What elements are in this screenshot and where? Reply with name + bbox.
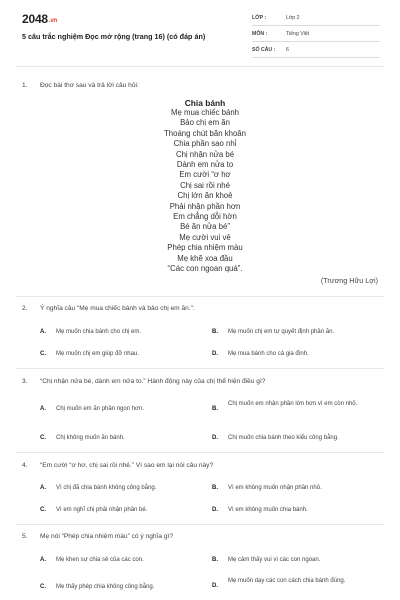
question-divider (16, 524, 384, 525)
question-number: 3. (22, 378, 28, 385)
question-text: Ý nghĩa câu “Mẹ mua chiếc bánh và bảo chị em ăn.”: (40, 305, 195, 312)
poem-line: Mẹ cười vui vẻ (179, 232, 231, 242)
question-number: 2. (22, 305, 28, 312)
option-letter: D. (212, 583, 218, 589)
question-divider (16, 296, 384, 297)
poem-line: Bé ăn nửa bé” (180, 222, 230, 232)
option-text: Mẹ mua bánh cho cả gia đình. (228, 351, 309, 357)
poem-line: Bảo chị em ăn (180, 118, 230, 128)
poem-author: (Trương Hữu Lợi) (320, 276, 378, 285)
poem-line: Phép chia nhiệm màu (167, 243, 243, 253)
option-text: Mẹ muốn chia bánh cho chị em. (56, 329, 142, 335)
poem-line: Chị sai rồi nhé (180, 180, 230, 190)
option-text: Vì em nghĩ chị phải nhận phần bé. (56, 507, 148, 513)
option-text: Chị muốn em ăn phần ngon hơn. (56, 406, 144, 412)
option-text: Chị không muốn ăn bánh. (56, 435, 125, 441)
poem (100, 98, 310, 275)
meta-value: 6 (286, 47, 289, 53)
question-number: 4. (22, 462, 28, 469)
poem-line: Mẹ khẽ xoa đầu (177, 253, 233, 263)
option-letter: B. (212, 329, 218, 335)
option-letter: B. (212, 406, 218, 412)
meta-label: SỐ CÂU : (252, 47, 276, 53)
question-divider (16, 452, 384, 453)
option-letter: D. (212, 435, 218, 441)
option-letter: A. (40, 485, 46, 491)
header-divider (16, 66, 384, 67)
question-number: 1. (22, 82, 28, 89)
question-divider (16, 368, 384, 369)
poem-line: Em cười “ơ hơ (179, 170, 231, 180)
logo-suffix: .vn (48, 18, 57, 24)
option-text: Vì em không muốn chia bánh. (228, 507, 308, 513)
option-letter: C. (40, 351, 46, 357)
option-letter: C. (40, 507, 46, 513)
poem-line: Dành em nửa to (176, 160, 234, 170)
question-text: Đọc bài thơ sau và trả lời câu hỏi: (40, 82, 139, 89)
meta-row-count (252, 44, 380, 58)
meta-row-class (252, 12, 380, 26)
meta-value: Lớp 2 (286, 15, 300, 21)
document-title: 5 câu trắc nghiệm Đọc mở rộng (trang 16) (có đáp án) (22, 32, 206, 41)
option-letter: B. (212, 557, 218, 563)
option-text: Vì chị đã chia bánh không công bằng. (56, 485, 157, 491)
option-text: Chị muốn em nhận phần lớn hơn vì em còn nhỏ. (228, 401, 358, 407)
site-logo[interactable] (22, 12, 57, 26)
option-text: Vì em không muốn nhận phần nhỏ. (228, 485, 322, 491)
poem-line: Chị lớn ăn khoẻ (177, 191, 233, 201)
document-header (0, 0, 400, 70)
poem-line: Chia phần sao nhỉ (173, 139, 237, 149)
question-text: “Chị nhận nửa bé, dành em nửa to.” Hành động này của chị thể hiện điều gì? (40, 378, 266, 385)
meta-value: Tiếng Việt (286, 31, 310, 37)
option-letter: D. (212, 507, 218, 513)
option-text: Chị muốn chia bánh theo kiểu công bằng. (228, 435, 339, 441)
question-text: “Em cười “ơ hơ, chị sai rồi nhé.” Vì sao em lại nói câu này? (40, 462, 214, 469)
option-letter: C. (40, 584, 46, 590)
poem-line: “Các con ngoan quá”. (167, 264, 243, 274)
poem-line: Chị nhận nửa bé (175, 149, 235, 159)
question-number: 5. (22, 533, 28, 540)
option-text: Mẹ khen sự chia sẻ của các con. (56, 557, 144, 563)
poem-line: Phải nhận phần hơn (169, 201, 241, 211)
option-letter: D. (212, 351, 218, 357)
meta-table (252, 12, 380, 60)
poem-title: Chia bánh (184, 98, 226, 108)
option-letter: A. (40, 557, 46, 563)
meta-row-subject (252, 28, 380, 42)
option-letter: A. (40, 406, 46, 412)
meta-label: LỚP : (252, 15, 267, 21)
option-text: Mẹ muốn chị em tự quyết định phần ăn. (228, 329, 335, 335)
poem-line: Thoáng chút băn khoăn (164, 128, 246, 138)
meta-label: MÔN : (252, 31, 268, 37)
option-text: Mẹ thấy phép chia không công bằng. (56, 584, 155, 590)
poem-line: Em chẳng dỗi hờn (173, 212, 237, 222)
option-letter: A. (40, 329, 46, 335)
option-letter: C. (40, 435, 46, 441)
option-letter: B. (212, 485, 218, 491)
question-text: Mẹ nói “Phép chia nhiệm màu” có ý nghĩa gì? (40, 533, 174, 540)
poem-line: Mẹ mua chiếc bánh (170, 108, 240, 117)
option-text: Mẹ cảm thấy vui vì các con ngoan. (228, 557, 321, 563)
option-text: Mẹ muốn chị em giúp đỡ nhau. (56, 351, 139, 357)
logo-number: 2048 (22, 12, 48, 26)
option-text: Mẹ muốn dạy các con cách chia bánh đúng. (228, 578, 346, 584)
